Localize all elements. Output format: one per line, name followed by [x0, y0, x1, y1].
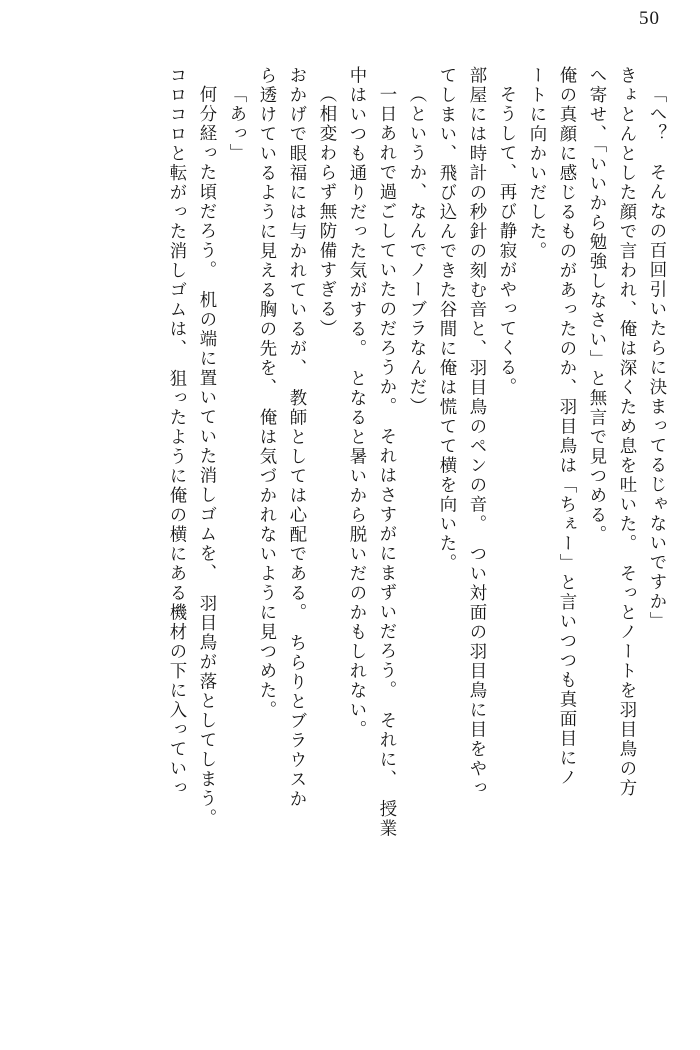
text-line: そうして、再び静寂がやってくる。 [496, 85, 516, 397]
text-line: おかげで眼福には与かれているが、 教師としては心配である。 ちらりとブラウスか [286, 66, 306, 810]
text-line: 一日あれで過ごしていたのだろうか。 それはさすがにまずいだろう。 それに、 授業 [376, 85, 396, 839]
text-line: 俺の真顔に感じるものがあったのか、羽目鳥は「ちぇー」と言いつつも真面目にノ [556, 66, 576, 788]
text-line: ートに向かいだした。 [526, 66, 546, 261]
text-line: 「へ？ そんなの百回引いたらに決まってるじゃないですか」 [646, 85, 666, 631]
text-line: 中はいつも通りだった気がする。 となると暑いから脱いだのかもしれない。 [346, 66, 366, 740]
text-line: 「あっ」 [226, 85, 246, 163]
text-line: へ寄せ、「いいから勉強しなさい」と無言で見つめる。 [586, 66, 606, 545]
text-line: てしまい、飛び込んできた谷間に俺は慌てて横を向いた。 [436, 66, 456, 573]
text-line: 何分経った頃だろう。 机の端に置いていた消しゴムを、 羽目鳥が落としてしまう。 [196, 85, 216, 829]
text-line: （というか、なんでノーブラなんだ） [406, 85, 426, 417]
page-text-body [36, 66, 664, 1020]
text-line: ら透けているように見える胸の先を、 俺は気づかれないように見つめた。 [256, 66, 276, 721]
page-number: 50 [639, 8, 660, 29]
text-line: （相変わらず無防備すぎる） [316, 85, 336, 339]
text-line: 部屋には時計の秒針の刻む音と、羽目鳥のペンの音。 つい対面の羽目鳥に目をやっ [466, 66, 486, 799]
text-line: コロコロと転がった消しゴムは、 狙ったように俺の横にある機材の下に入っていっ [166, 66, 186, 799]
text-line: きょとんとした顔で言われ、俺は深くため息を吐いた。 そっとノートを羽目鳥の方 [616, 66, 636, 799]
